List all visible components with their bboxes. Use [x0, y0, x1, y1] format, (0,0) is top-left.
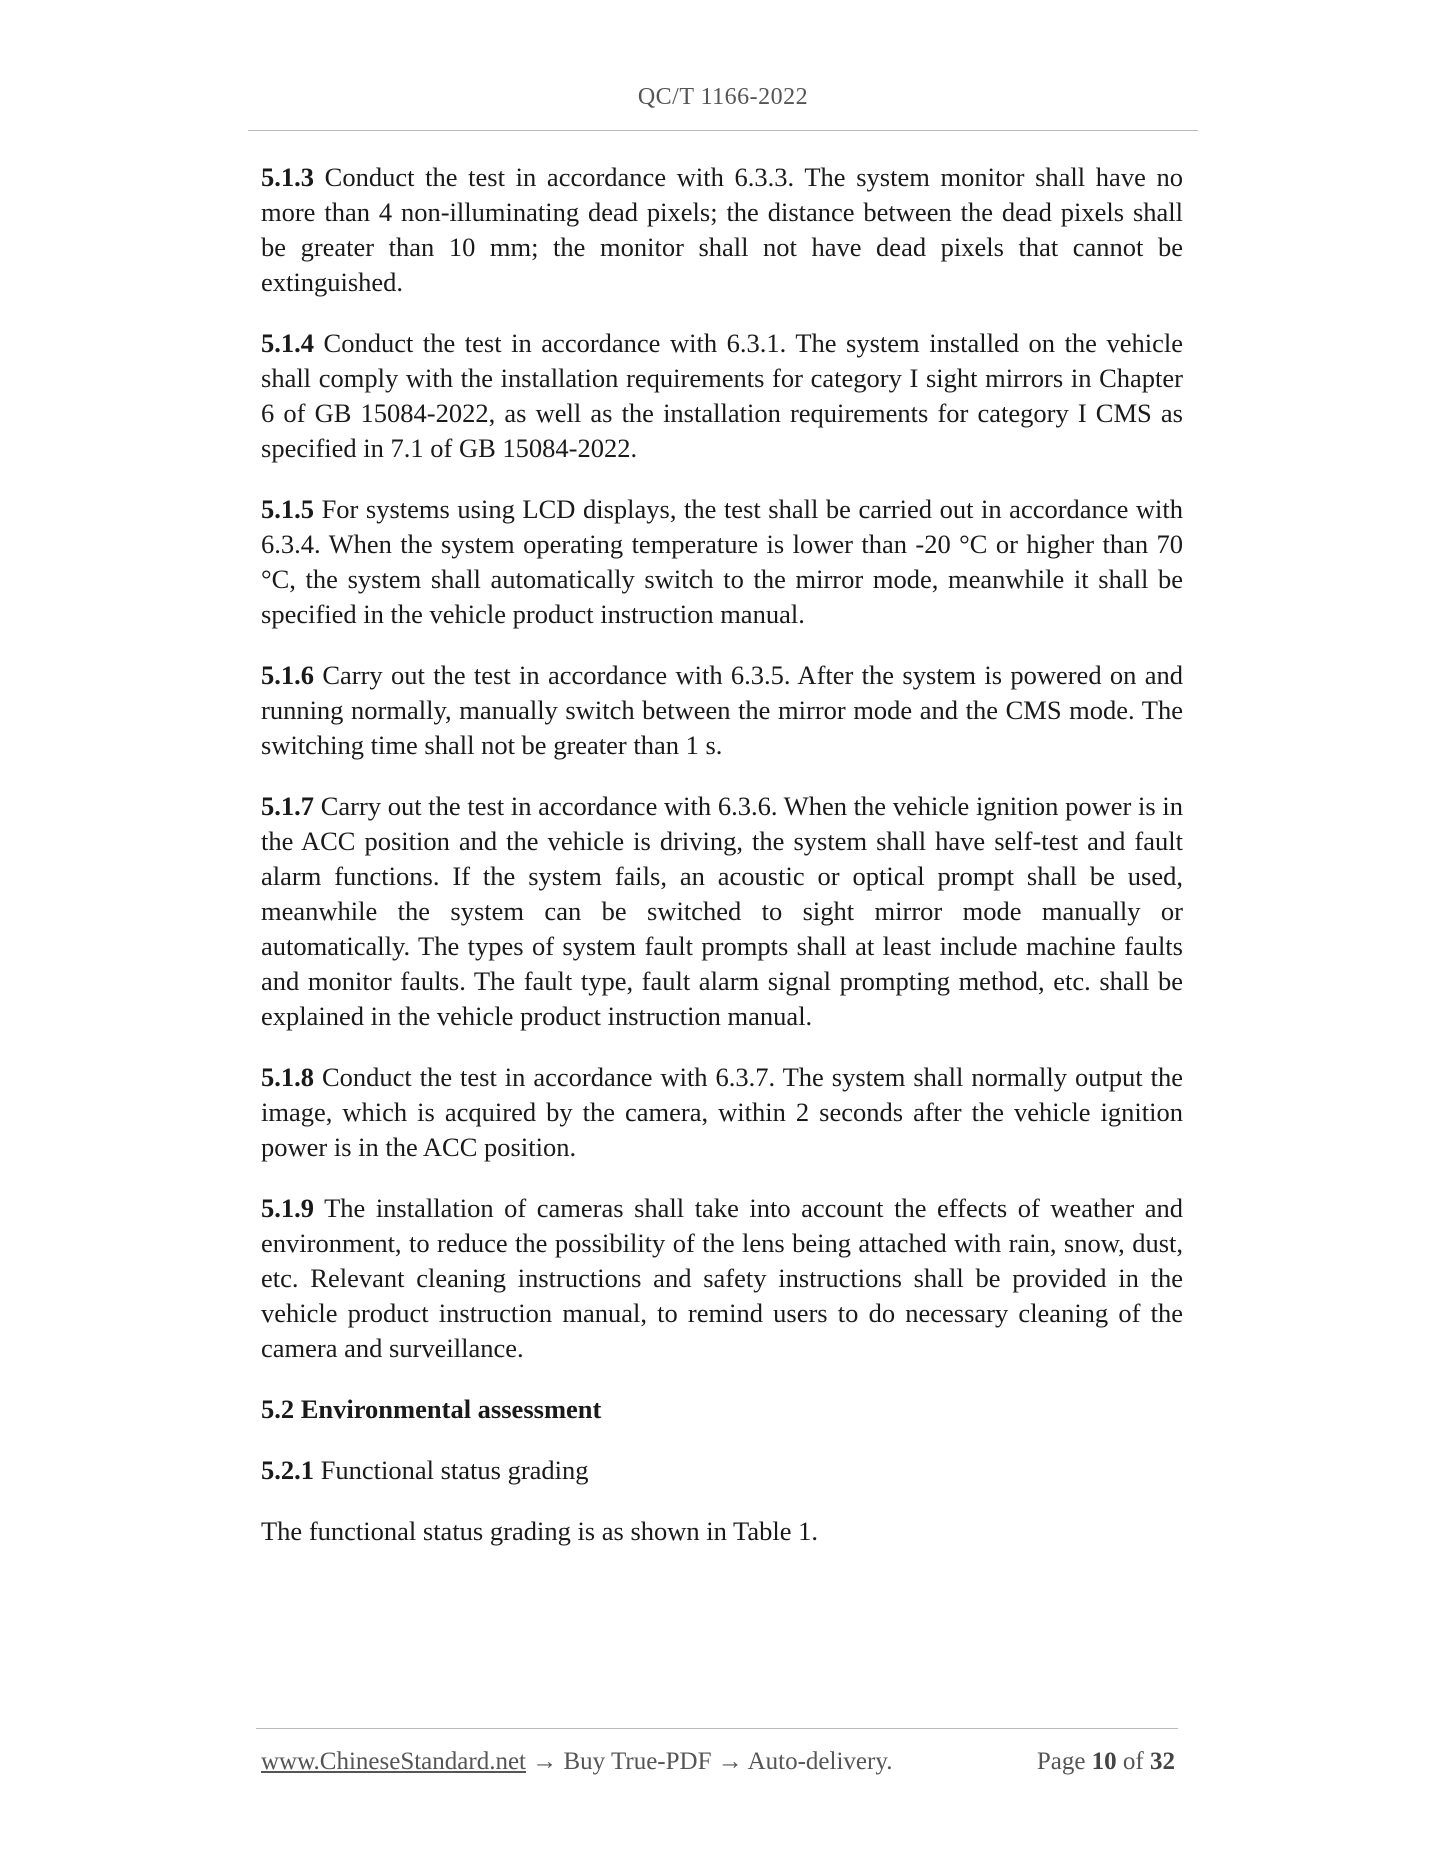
clause-number: 5.1.3: [261, 162, 314, 192]
clause-text: Functional status grading: [320, 1455, 589, 1485]
page-number: 10: [1091, 1748, 1117, 1775]
clause-number: 5.1.9: [261, 1193, 314, 1223]
clause-number: 5.1.8: [261, 1062, 314, 1092]
clause-number: 5.1.5: [261, 494, 314, 524]
page-counter: [1037, 1748, 1175, 1776]
clause-number: 5.1.4: [261, 328, 314, 358]
clause-text: Carry out the test in accordance with 6.3.5. After the system is powered on and running normally, manually switch between the mirror mode and the CMS mode. The switching time shall not be greater than 1 s.: [261, 660, 1184, 760]
auto-delivery-text: Auto-delivery.: [747, 1748, 893, 1775]
website-link[interactable]: www.ChineseStandard.net: [261, 1748, 526, 1775]
clause-text: Conduct the test in accordance with 6.3.7. The system shall normally output the image, which is acquired by the camera, within 2 seconds after the vehicle ignition power is in the ACC position.: [261, 1062, 1183, 1162]
running-header: QC/T 1166-2022: [637, 84, 809, 110]
clause-5-1-9: [261, 1191, 1183, 1366]
clause-5-1-4: [261, 326, 1183, 466]
clause-text: Conduct the test in accordance with 6.3.1. The system installed on the vehicle shall comply with the installation requirements for category I sight mirrors in Chapter 6 of GB 15084-2022, as well as the installation requirements for category I CMS as specified in 7.1 of GB 15084-2022.: [261, 328, 1183, 463]
clause-text: For systems using LCD displays, the test shall be carried out in accordance with 6.3.4. When the system operating temperature is lower than -20 °C or higher than 70 °C, the system shall automatically switch to the mirror mode, meanwhile it shall be specified in the vehicle product instruction manual.: [261, 494, 1184, 629]
document-body: [261, 160, 1183, 1575]
page-total: 32: [1150, 1748, 1175, 1775]
arrow-right-icon: →: [717, 1748, 743, 1775]
clause-number: 5.1.7: [261, 791, 314, 821]
arrow-right-icon: →: [532, 1748, 558, 1775]
footer-promo: [261, 1748, 892, 1776]
clause-text: Carry out the test in accordance with 6.3.6. When the vehicle ignition power is in the ACC position and the vehicle is driving, the system shall have self-test and fault alarm functions. If the system fails, an acoustic or optical prompt shall be used, meanwhile the system can be switched to sight mirror mode manually or automatically. The types of system fault prompts shall at least include machine faults and monitor faults. The fault type, fault alarm signal prompting method, etc. shall be explained in the vehicle product instruction manual.: [261, 791, 1184, 1031]
of-label: of: [1122, 1748, 1144, 1775]
clause-5-1-8: [261, 1060, 1183, 1165]
clause-5-2-1: [261, 1453, 1183, 1488]
clause-5-1-6: [261, 658, 1183, 763]
footer-divider: [256, 1728, 1178, 1729]
table-intro: The functional status grading is as shown in Table 1.: [261, 1516, 819, 1546]
clause-5-1-3: [261, 160, 1183, 300]
clause-text: The installation of cameras shall take into account the effects of weather and environment, to reduce the possibility of the lens being attached with rain, snow, dust, etc. Relevant cleaning instructions and safety instructions shall be provided in the vehicle product instruction manual, to remind users to do necessary cleaning of the camera and surveillance.: [261, 1193, 1183, 1363]
header-divider: [248, 130, 1198, 131]
page-label: Page: [1036, 1748, 1086, 1775]
clause-number: 5.1.6: [261, 660, 314, 690]
clause-5-1-7: [261, 789, 1183, 1034]
clause-number: 5.2.1: [261, 1455, 314, 1485]
buy-pdf-text: Buy True-PDF: [563, 1748, 712, 1775]
clause-text: Conduct the test in accordance with 6.3.3. The system monitor shall have no more than 4 non-illuminating dead pixels; the distance between the dead pixels shall be greater than 10 mm; the monitor shall not have dead pixels that cannot be extinguished.: [261, 162, 1183, 297]
section-heading-5-2: 5.2 Environmental assessment: [261, 1394, 602, 1424]
clause-5-1-5: [261, 492, 1183, 632]
